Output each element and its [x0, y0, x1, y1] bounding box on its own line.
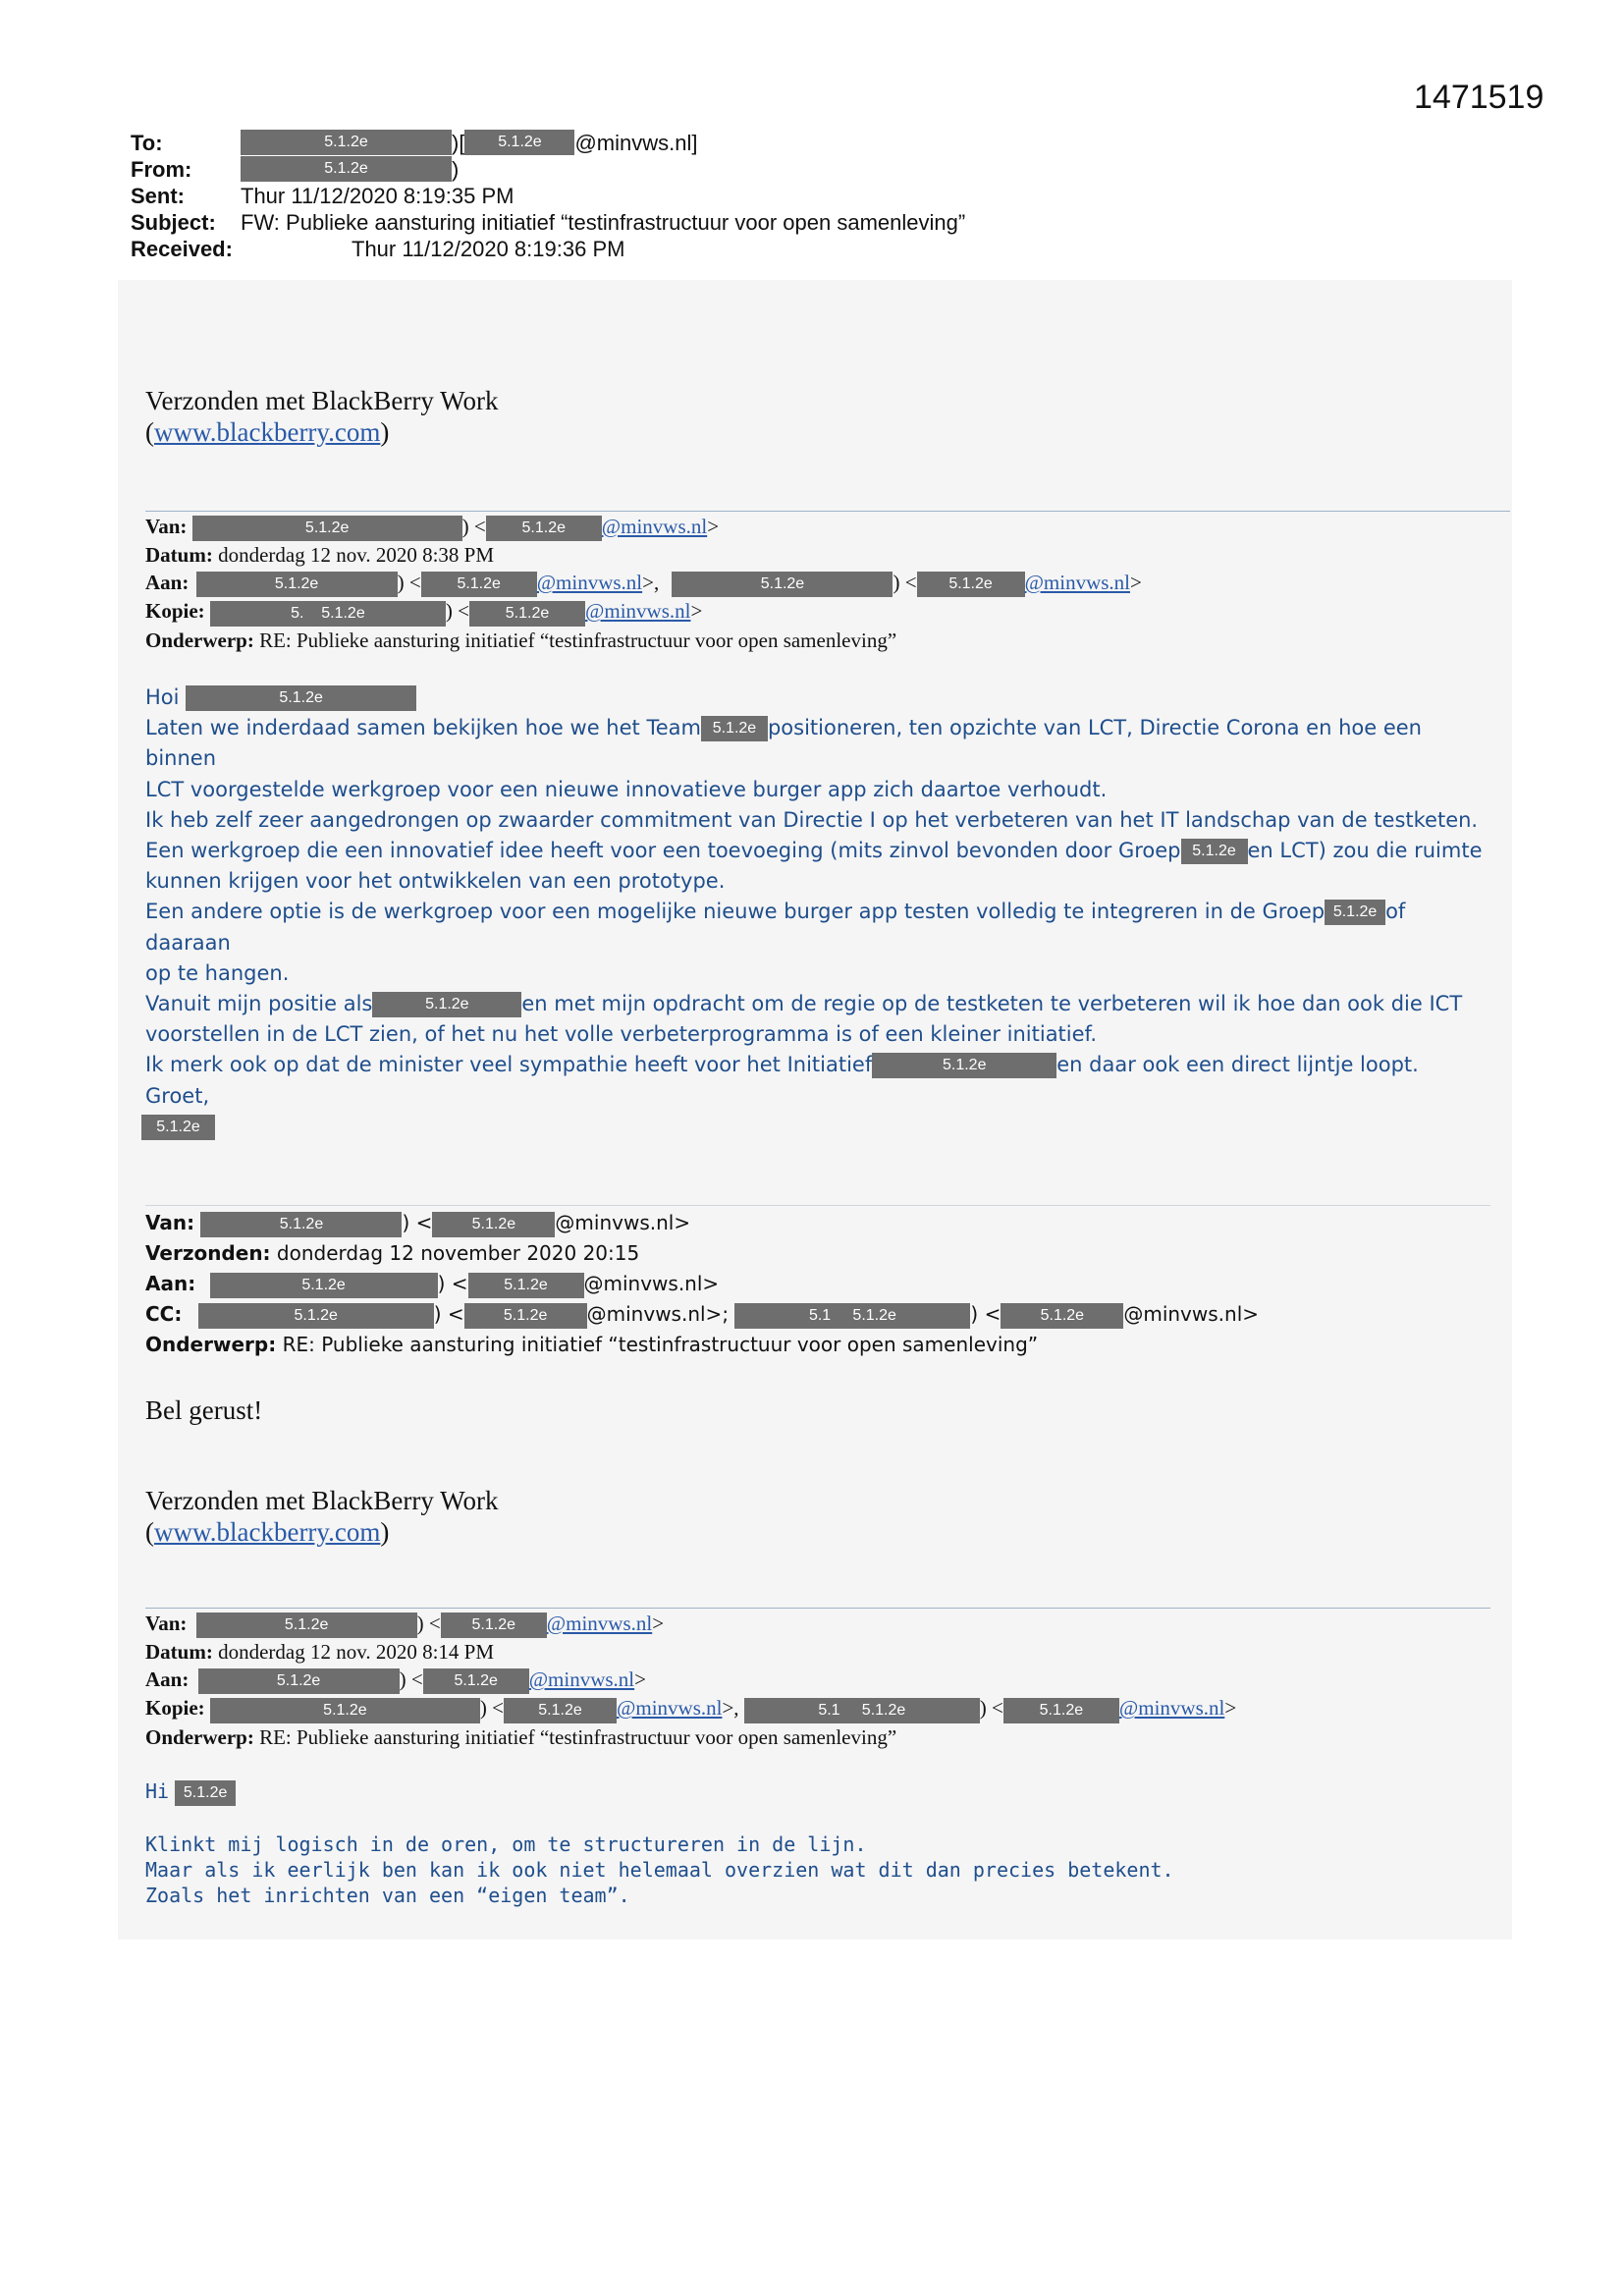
aan-label: Aan: — [145, 571, 189, 595]
email-link[interactable]: @minvws.nl — [585, 599, 691, 624]
redaction: 5.1.2e — [186, 685, 416, 711]
greeting: Hoi — [145, 685, 180, 709]
body-text: kunnen krijgen voor het ontwikkelen van een prototype. — [145, 869, 726, 894]
kopie-label: Kopie: — [145, 599, 205, 624]
message-3-body — [145, 1831, 1174, 1908]
email-link[interactable]: @minvws.nl — [546, 1612, 653, 1635]
redaction: 5.1.2e — [196, 1613, 417, 1638]
message-1-header: Van: 5.1.2e ) < 5.1.2e @minvws.nl> Datum: donderdag 12 nov. 2020 8:38 PM Aan: 5.1.2e ) < 5.1.2e @minvws.nl>, 5.1.2e ) < 5.1.2e @minvws.nl> Kopie: 5. 5.1.2e ) < 5.1.2e @minvws.nl> Onderwerp: RE: Publieke aansturing initiatief “testinfrastructuur voor open samenleving” — [145, 515, 1142, 652]
redaction: 5.1.2e — [464, 130, 574, 155]
subject-label: Subject: — [131, 210, 216, 235]
message-3-header: Van: 5.1.2e ) < 5.1.2e @minvws.nl> Datum: donderdag 12 nov. 2020 8:14 PM Aan: 5.1.2e ) < 5.1.2e @minvws.nl> Kopie: 5.1.2e ) < 5.1.2e @minvws.nl>, 5.1 5.1.2e ) < 5.1.2e @minvws.nl> Onderwerp: RE: Publieke aansturing initiatief “testinfrastructuur voor open samenleving” — [145, 1612, 1237, 1749]
sent-with-text: Verzonden met BlackBerry Work — [145, 1486, 499, 1515]
to-domain: @minvws.nl] — [574, 131, 698, 155]
subject-value: FW: Publieke aansturing initiatief “testinfrastructuur voor open samenleving” — [241, 210, 966, 235]
redaction: 5.1.2e — [210, 1273, 438, 1298]
document-id: 1471519 — [1414, 79, 1544, 116]
body-text: Een werkgroep die een innovatief idee heeft voor een toevoeging (mits zinvol bevonden door Groep — [145, 839, 1181, 863]
redaction: 5. 5.1.2e — [210, 601, 446, 627]
blackberry-link[interactable]: www.blackberry.com — [154, 417, 381, 447]
body-text: Laten we inderdaad samen bekijken hoe we het Team — [145, 716, 701, 740]
body-text: Vanuit mijn positie als — [145, 992, 373, 1016]
onderwerp-label: Onderwerp: — [145, 1333, 277, 1356]
redaction: 5.1.2e — [464, 1303, 587, 1329]
email-domain: @minvws.nl>; — [586, 1302, 730, 1326]
redaction: 5.1.2e — [1003, 1698, 1119, 1723]
divider — [145, 511, 1510, 512]
received-value: Thur 11/12/2020 8:19:36 PM — [352, 237, 625, 261]
redaction: 5.1.2e — [241, 130, 452, 155]
redaction: 5.1.2e — [196, 572, 398, 597]
redaction: 5.1 5.1.2e — [734, 1303, 970, 1329]
outer-email-header: To: 5.1.2e )[ 5.1.2e @minvws.nl] From: 5.1.2e ) Sent: Thur 11/12/2020 8:19:35 PM Subject: FW: Publieke aansturing initiatief “testinfrastructuur voor open samenleving” Received: Thur 11/12/2020 8:19:36 PM — [131, 131, 966, 261]
redaction: 5.1.2e — [192, 516, 462, 541]
van-label: Van: — [145, 1612, 188, 1635]
email-link[interactable]: @minvws.nl — [528, 1667, 635, 1692]
body-text: en daar ook een direct lijntje loopt. — [1056, 1053, 1419, 1077]
sent-with-text: Verzonden met BlackBerry Work — [145, 386, 499, 415]
redaction: 5.1.2e — [486, 516, 602, 541]
divider — [145, 1608, 1490, 1609]
email-link[interactable]: @minvws.nl — [1118, 1696, 1225, 1721]
body-text: of daaraan — [145, 900, 1406, 955]
message-2-header: Van: 5.1.2e ) < 5.1.2e @minvws.nl> Verzonden: donderdag 12 november 2020 20:15 Aan: 5.1.2e ) < 5.1.2e @minvws.nl> CC: 5.1.2e ) < 5.1.2e @minvws.nl>; 5.1 5.1.2e ) < 5.1.2e @minvws.nl> Onderwerp: RE: Publieke aansturing initiatief “testinfrastructuur voor open samenleving” — [145, 1211, 1260, 1356]
sent-label: Sent: — [131, 184, 185, 208]
body-text: Een andere optie is de werkgroep voor een mogelijke nieuwe burger app testen volledig te integreren in de Groep — [145, 900, 1326, 924]
redaction: 5.1.2e — [372, 992, 521, 1017]
cc-label: CC: — [145, 1302, 183, 1326]
datum-label: Datum: — [145, 1640, 213, 1665]
aan-label: Aan: — [145, 1667, 189, 1692]
from-label: From: — [131, 157, 192, 182]
onderwerp-label: Onderwerp: — [145, 628, 254, 652]
kopie-label: Kopie: — [145, 1696, 205, 1721]
email-domain: @minvws.nl> — [1123, 1302, 1260, 1326]
body-text: op te hangen. — [145, 960, 290, 985]
onderwerp-value: RE: Publieke aansturing initiatief “testinfrastructuur voor open samenleving” — [259, 1724, 897, 1749]
body-text: Zoals het inrichten van een “eigen team”. — [145, 1884, 630, 1907]
datum-value: donderdag 12 nov. 2020 8:38 PM — [218, 543, 495, 568]
onderwerp-value: RE: Publieke aansturing initiatief “testinfrastructuur voor open samenleving” — [259, 628, 897, 652]
message-1-body — [145, 683, 1490, 1142]
sent-value: Thur 11/12/2020 8:19:35 PM — [241, 184, 514, 208]
datum-label: Datum: — [145, 543, 213, 568]
body-text: Ik heb zelf zeer aangedrongen op zwaarder commitment van Directie I op het verbeteren van het IT landschap van de testketen. — [145, 807, 1479, 832]
redaction: 5.1.2e — [421, 572, 537, 597]
blackberry-link[interactable]: www.blackberry.com — [154, 1517, 381, 1547]
body-text: positioneren, ten opzichte van LCT, Directie Corona en hoe een binnen — [145, 716, 1422, 771]
blackberry-signature: Verzonden met BlackBerry Work (www.blackberry.com) — [145, 386, 499, 447]
divider — [145, 1205, 1490, 1206]
body-text: Ik merk ook op dat de minister veel sympathie heeft voor het Initiatief — [145, 1053, 873, 1077]
redaction: 5.1.2e — [198, 1668, 400, 1694]
redaction: 5.1.2e — [468, 1273, 584, 1298]
body-text: voorstellen in de LCT zien, of het nu het volle verbeterprogramma is of een kleiner initiatief. — [145, 1022, 1098, 1047]
redaction: 5.1.2e — [241, 156, 452, 182]
received-label: Received: — [131, 237, 233, 261]
redaction: 5.1.2e — [432, 1212, 555, 1237]
email-link[interactable]: @minvws.nl — [1024, 571, 1130, 595]
onderwerp-label: Onderwerp: — [145, 1724, 254, 1749]
redaction: 5.1.2e — [1001, 1303, 1123, 1329]
email-domain: @minvws.nl> — [555, 1211, 691, 1234]
redaction: 5.1.2e — [175, 1780, 236, 1806]
van-label: Van: — [145, 1211, 195, 1234]
body-text: en LCT) zou die ruimte — [1247, 839, 1483, 863]
body-text: en met mijn opdracht om de regie op de testketen te verbeteren wil ik hoe dan ook die ICT — [521, 992, 1463, 1016]
verzonden-label: Verzonden: — [145, 1241, 271, 1265]
closing: Groet, — [145, 1083, 210, 1108]
redaction: 5.1.2e — [872, 1053, 1056, 1078]
email-link[interactable]: @minvws.nl — [601, 515, 708, 538]
email-domain: @minvws.nl> — [583, 1272, 720, 1295]
greeting: Hi — [145, 1779, 170, 1803]
body-text: Klinkt mij logisch in de oren, om te structureren in de lijn. — [145, 1832, 867, 1856]
body-text: Maar als ik eerlijk ben kan ik ook niet helemaal overzien wat dit dan precies betekent. — [145, 1858, 1174, 1882]
email-link[interactable]: @minvws.nl — [536, 571, 643, 595]
redaction: 5.1.2e — [200, 1212, 402, 1237]
onderwerp-value: RE: Publieke aansturing initiatief “testinfrastructuur voor open samenleving” — [282, 1333, 1039, 1356]
redaction: 5.1.2e — [423, 1668, 529, 1694]
redaction: 5.1.2e — [141, 1115, 215, 1140]
redaction: 5.1.2e — [210, 1698, 480, 1723]
redaction: 5.1.2e — [504, 1698, 617, 1723]
body-text: LCT voorgestelde werkgroep voor een nieuwe innovatieve burger app zich daartoe verhoudt. — [145, 777, 1108, 801]
message-2-body: Bel gerust! — [145, 1395, 263, 1425]
redaction: 5.1.2e — [672, 572, 893, 597]
aan-label: Aan: — [145, 1272, 196, 1295]
datum-value: donderdag 12 nov. 2020 8:14 PM — [218, 1640, 495, 1665]
blackberry-signature: Verzonden met BlackBerry Work (www.blackberry.com) — [145, 1486, 499, 1547]
redaction: 5.1.2e — [701, 716, 768, 741]
redaction: 5.1 5.1.2e — [744, 1698, 980, 1723]
redaction: 5.1.2e — [1325, 900, 1385, 925]
message-3-greeting — [145, 1777, 236, 1806]
redaction: 5.1.2e — [1181, 839, 1248, 864]
email-link[interactable]: @minvws.nl — [617, 1696, 723, 1721]
verzonden-value: donderdag 12 november 2020 20:15 — [276, 1241, 640, 1265]
redaction: 5.1.2e — [198, 1303, 434, 1329]
redaction: 5.1.2e — [917, 572, 1025, 597]
redaction: 5.1.2e — [441, 1613, 547, 1638]
to-label: To: — [131, 131, 163, 155]
van-label: Van: — [145, 515, 188, 538]
redaction: 5.1.2e — [469, 601, 585, 627]
